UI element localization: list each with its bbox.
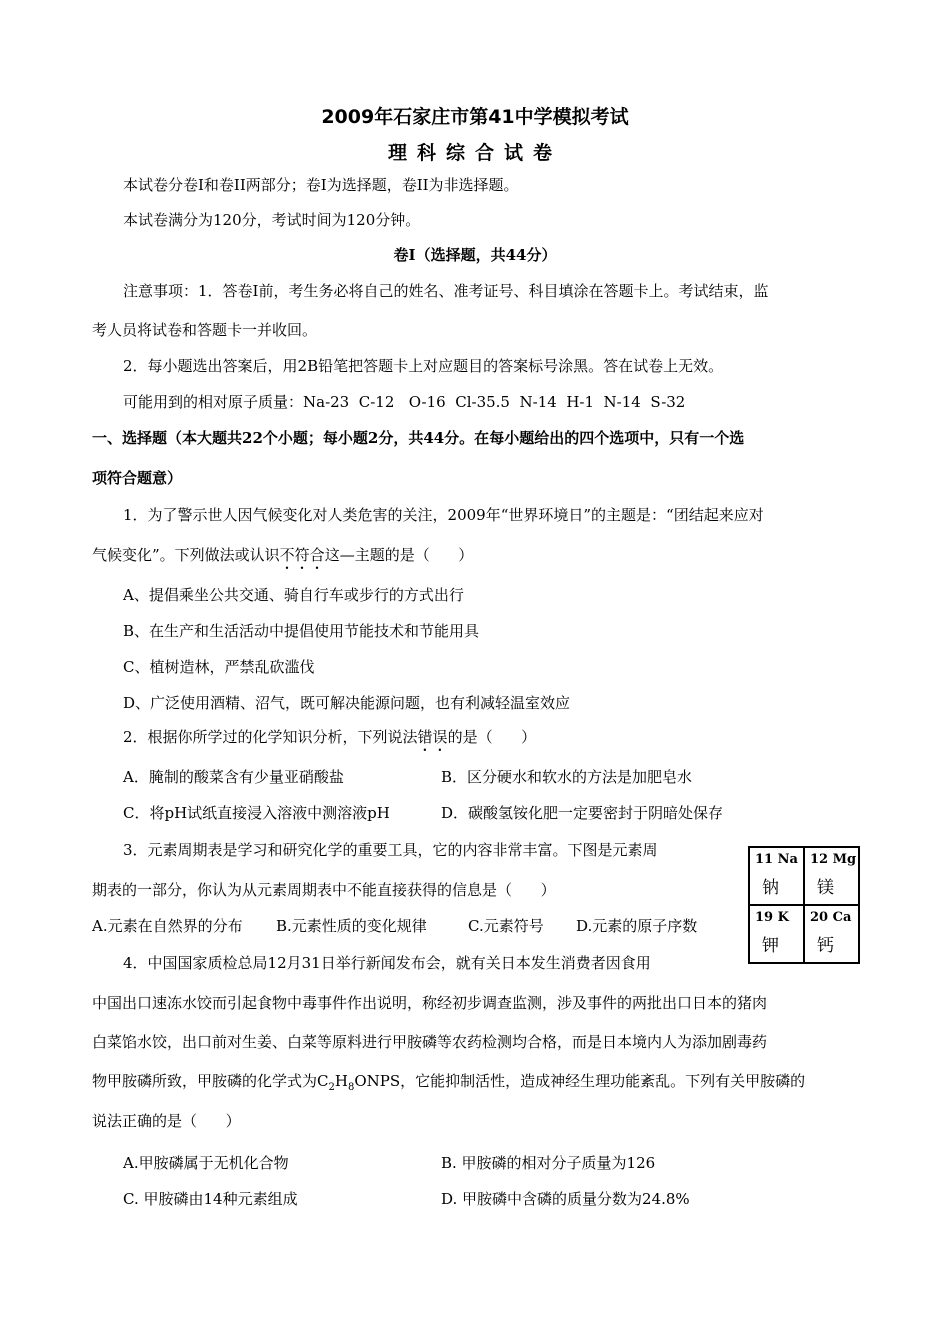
q2-option-d: D．碳酸氢铵化肥一定要密封于阴暗处保存 xyxy=(441,804,724,822)
intro-line-1: 本试卷分卷I和卷II两部分；卷I为选择题，卷II为非选择题。 xyxy=(123,176,519,194)
q3-stem-a: 3．元素周期表是学习和研究化学的重要工具，它的内容非常丰富。下图是元素周 xyxy=(123,841,658,859)
q4-option-c: C. 甲胺磷由14种元素组成 xyxy=(123,1190,298,1208)
periodic-table-excerpt xyxy=(748,846,860,964)
q4-line-2: 中国出口速冻水饺而引起食物中毒事件作出说明，称经初步调查监测，涉及事件的两批出口日本的猪肉 xyxy=(92,994,768,1012)
notice-2: 2．每小题选出答案后，用2B铅笔把答题卡上对应题目的答案标号涂黑。答在试卷上无效。 xyxy=(123,357,724,375)
q3-option-a: A.元素在自然界的分布 xyxy=(92,917,243,935)
q2-option-b: B．区分硬水和软水的方法是加肥皂水 xyxy=(441,768,693,786)
q4-line-5: 说法正确的是（ ） xyxy=(92,1112,241,1130)
q2-option-a: A．腌制的酸菜含有少量亚硝酸盐 xyxy=(123,768,344,786)
q1-option-a: A、提倡乘坐公共交通、骑自行车或步行的方式出行 xyxy=(123,586,464,604)
q3-option-c: C.元素符号 xyxy=(468,917,544,935)
q1-stem-b: 气候变化”。下列做法或认识不符合这—主题的是（ ） xyxy=(92,546,474,564)
q1-emphasis: 不符合 xyxy=(279,546,325,564)
intro-line-2: 本试卷满分为120分，考试时间为120分钟。 xyxy=(123,211,421,229)
q3-option-b: B.元素性质的变化规律 xyxy=(276,917,427,935)
q4-line-4: 物甲胺磷所致，甲胺磷的化学式为$C_2H_8ONPS$，它能抑制活性，造成神经生理功能紊乱。下列有关甲胺磷的 xyxy=(92,1072,806,1093)
q4-line-3: 白菜馅水饺，出口前对生姜、白菜等原料进行甲胺磷等农药检测均合格，而是日本境内人为添加剧毒药 xyxy=(92,1033,768,1051)
element-cell-k: 19 K 钾 xyxy=(749,905,804,963)
q1-stem-a: 1．为了警示世人因气候变化对人类危害的关注，2009年“世界环境日”的主题是：“团结起来应对 xyxy=(123,506,764,524)
q4-option-b: B. 甲胺磷的相对分子质量为126 xyxy=(441,1154,656,1172)
element-cell-na: 11 Na 钠 xyxy=(749,847,804,905)
atomic-masses: 可能用到的相对原子质量：Na-23 C-12 O-16 Cl-35.5 N-14 H-1 N-14 S-32 xyxy=(123,393,686,411)
q1-option-c: C、植树造林，严禁乱砍滥伐 xyxy=(123,658,315,676)
q3-option-d: D.元素的原子序数 xyxy=(576,917,698,935)
q2-stem: 2．根据你所学过的化学知识分析，下列说法错误的是（ ） xyxy=(123,728,537,746)
notice-1a: 注意事项：1．答卷Ⅰ前，考生务必将自己的姓名、准考证号、科目填涂在答题卡上。考试结束，监 xyxy=(123,282,769,300)
exam-title: 2009年石家庄市第41中学模拟考试 xyxy=(321,106,629,128)
q4-option-d: D. 甲胺磷中含磷的质量分数为24.8% xyxy=(441,1190,690,1208)
q4-line-1: 4．中国国家质检总局12月31日举行新闻发布会，就有关日本发生消费者因食用 xyxy=(123,954,651,972)
notice-1b: 考人员将试卷和答题卡一并收回。 xyxy=(92,321,318,339)
part-heading-a: 一、选择题（本大题共22个小题；每小题2分，共44分。在每小题给出的四个选项中，只有一个选 xyxy=(92,429,745,447)
q3-stem-b: 期表的一部分，你认为从元素周期表中不能直接获得的信息是（ ） xyxy=(92,881,556,899)
part-heading-b: 项符合题意） xyxy=(92,469,183,487)
element-cell-ca: 20 Ca 钙 xyxy=(804,905,859,963)
q4-option-a: A.甲胺磷属于无机化合物 xyxy=(123,1154,289,1172)
section-heading: 卷Ⅰ（选择题，共44分） xyxy=(393,246,557,264)
exam-subtitle: 理科综合试卷 xyxy=(387,142,562,164)
element-cell-mg: 12 Mg 镁 xyxy=(804,847,859,905)
q2-option-c: C．将pH试纸直接浸入溶液中测溶液pH xyxy=(123,804,390,822)
q2-emphasis: 错误 xyxy=(417,728,448,746)
q1-option-b: B、在生产和生活活动中提倡使用节能技术和节能用具 xyxy=(123,622,480,640)
q1-option-d: D、广泛使用酒精、沼气，既可解决能源问题，也有利减轻温室效应 xyxy=(123,694,571,712)
